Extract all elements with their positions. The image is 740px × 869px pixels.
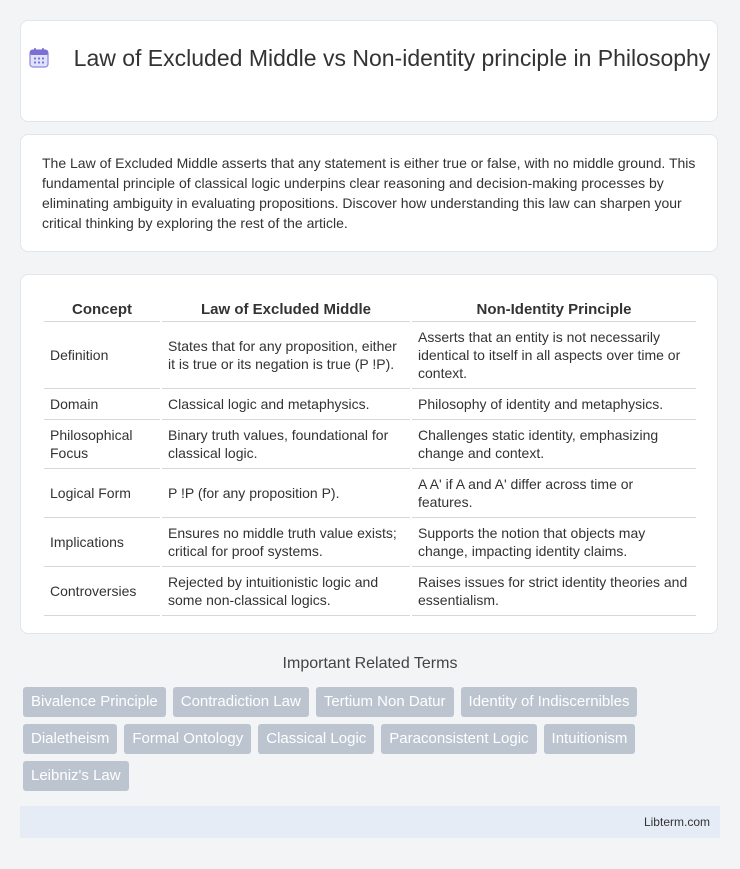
intro-card — [20, 134, 718, 252]
footer-site-link[interactable]: Libterm.com — [643, 815, 710, 829]
related-term-tag[interactable]: Formal Ontology — [124, 724, 251, 754]
table-row — [44, 420, 696, 469]
table-cell: Controversies — [44, 567, 160, 616]
related-term-tag[interactable]: Intuitionism — [544, 724, 636, 754]
column-header: Non-Identity Principle — [412, 295, 696, 322]
related-term-tag[interactable]: Paraconsistent Logic — [381, 724, 536, 754]
page-title-text: Law of Excluded Middle vs Non-identity principle in Philosophy — [73, 45, 711, 71]
table-cell: Philosophical Focus — [44, 420, 160, 469]
intro-text: The Law of Excluded Middle asserts that any statement is either true or false, with no middle ground. This fundamental principle of classical logic underpins clear reasoning and decision-making processes by eliminating ambiguity in evaluating propositions. Discover how understanding this law can sharpen your critical thinking by exploring the rest of the article. — [42, 155, 696, 231]
related-term-tag[interactable]: Bivalence Principle — [23, 687, 166, 717]
related-term-tag[interactable]: Contradiction Law — [173, 687, 309, 717]
table-row — [44, 518, 696, 567]
related-term-tag[interactable]: Classical Logic — [258, 724, 374, 754]
related-term-tag[interactable]: Identity of Indiscernibles — [461, 687, 638, 717]
footer — [20, 806, 720, 838]
column-header: Law of Excluded Middle — [162, 295, 410, 322]
table-cell: Logical Form — [44, 469, 160, 518]
related-term-tag[interactable]: Leibniz's Law — [23, 761, 129, 791]
table-cell: Challenges static identity, emphasizing change and context. — [412, 420, 696, 469]
title-card — [20, 20, 718, 122]
comparison-table — [42, 295, 698, 616]
table-cell: Ensures no middle truth value exists; critical for proof systems. — [162, 518, 410, 567]
related-terms-title: Important Related Terms — [282, 655, 458, 672]
table-row — [44, 389, 696, 420]
column-header: Concept — [44, 295, 160, 322]
comparison-card — [20, 274, 718, 634]
table-cell: Rejected by intuitionistic logic and some non-classical logics. — [162, 567, 410, 616]
table-row — [44, 567, 696, 616]
table-row — [44, 322, 696, 389]
table-cell: Supports the notion that objects may change, impacting identity claims. — [412, 518, 696, 567]
table-cell: States that for any proposition, either it is true or its negation is true (P !P). — [162, 322, 410, 389]
table-cell: P !P (for any proposition P). — [162, 469, 410, 518]
table-cell: Implications — [44, 518, 160, 567]
table-cell: Definition — [44, 322, 160, 389]
table-header-row — [44, 295, 696, 322]
related-term-tag[interactable]: Dialetheism — [23, 724, 117, 754]
table-cell: Philosophy of identity and metaphysics. — [412, 389, 696, 420]
related-term-tag[interactable]: Tertium Non Datur — [316, 687, 454, 717]
table-row — [44, 469, 696, 518]
table-cell: A A' if A and A' differ across time or features. — [412, 469, 696, 518]
calendar-icon — [28, 47, 50, 69]
table-cell: Raises issues for strict identity theories and essentialism. — [412, 567, 696, 616]
page-title — [21, 43, 717, 73]
table-cell: Classical logic and metaphysics. — [162, 389, 410, 420]
table-cell: Asserts that an entity is not necessarily identical to itself in all aspects over time or context. — [412, 322, 696, 389]
related-terms-list — [23, 687, 713, 791]
table-cell: Binary truth values, foundational for classical logic. — [162, 420, 410, 469]
table-cell: Domain — [44, 389, 160, 420]
